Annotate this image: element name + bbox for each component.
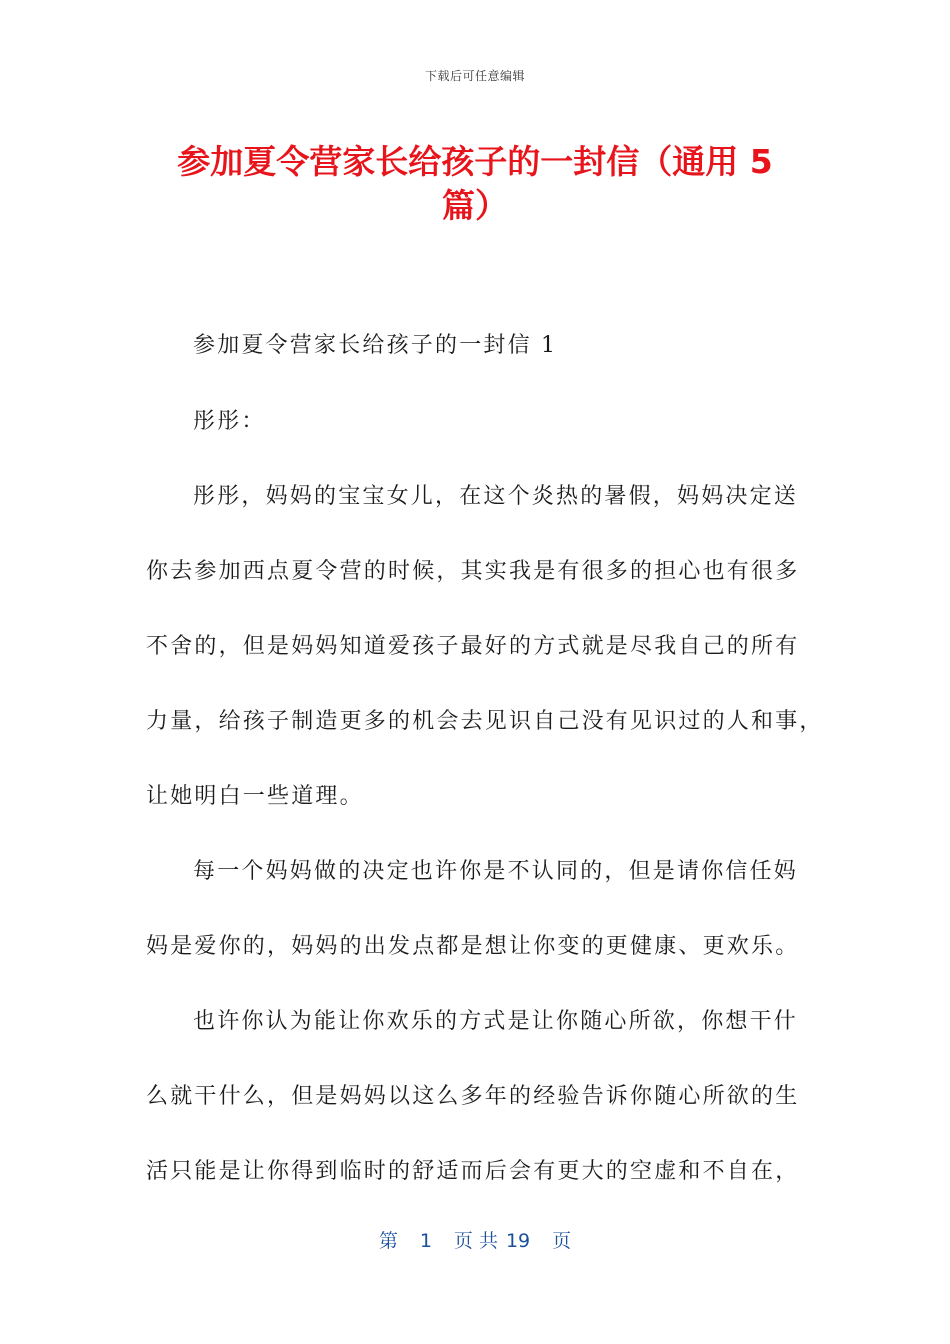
paragraph-line: 力量，给孩子制造更多的机会去见识自己没有见识过的人和事， — [146, 709, 824, 734]
title-line-2: 篇） — [442, 186, 508, 225]
paragraph-line: 么就干什么，但是妈妈以这么多年的经验告诉你随心所欲的生 — [146, 1084, 800, 1109]
paragraph-line: 不舍的，但是妈妈知道爱孩子最好的方式就是尽我自己的所有 — [146, 634, 800, 659]
footer-label-ye: 页 — [552, 1230, 572, 1252]
page-footer — [0, 1226, 950, 1253]
current-page-number: 1 — [419, 1230, 432, 1252]
paragraph-line: 让她明白一些道理。 — [146, 784, 364, 809]
footer-label-di: 第 — [378, 1230, 398, 1252]
document-title — [140, 140, 810, 228]
header-note: 下载后可任意编辑 — [424, 69, 525, 83]
total-pages-number: 19 — [505, 1230, 531, 1252]
footer-label-ye-gong: 页 共 — [453, 1230, 498, 1252]
paragraph-line: 你去参加西点夏令营的时候，其实我是有很多的担心也有很多 — [146, 559, 800, 584]
salutation: 彤彤： — [193, 409, 266, 434]
paragraph-line: 彤彤，妈妈的宝宝女儿，在这个炎热的暑假，妈妈决定送 — [193, 484, 799, 509]
paragraph-line: 妈是爱你的，妈妈的出发点都是想让你变的更健康、更欢乐。 — [146, 934, 800, 959]
title-line-1: 参加夏令营家长给孩子的一封信（通用 5 — [177, 142, 773, 181]
section-heading: 参加夏令营家长给孩子的一封信 1 — [193, 333, 558, 358]
paragraph-line: 每一个妈妈做的决定也许你是不认同的，但是请你信任妈 — [193, 859, 799, 884]
paragraph-line: 活只能是让你得到临时的舒适而后会有更大的空虚和不自在， — [146, 1159, 800, 1184]
paragraph-line: 也许你认为能让你欢乐的方式是让你随心所欲，你想干什 — [193, 1009, 799, 1034]
